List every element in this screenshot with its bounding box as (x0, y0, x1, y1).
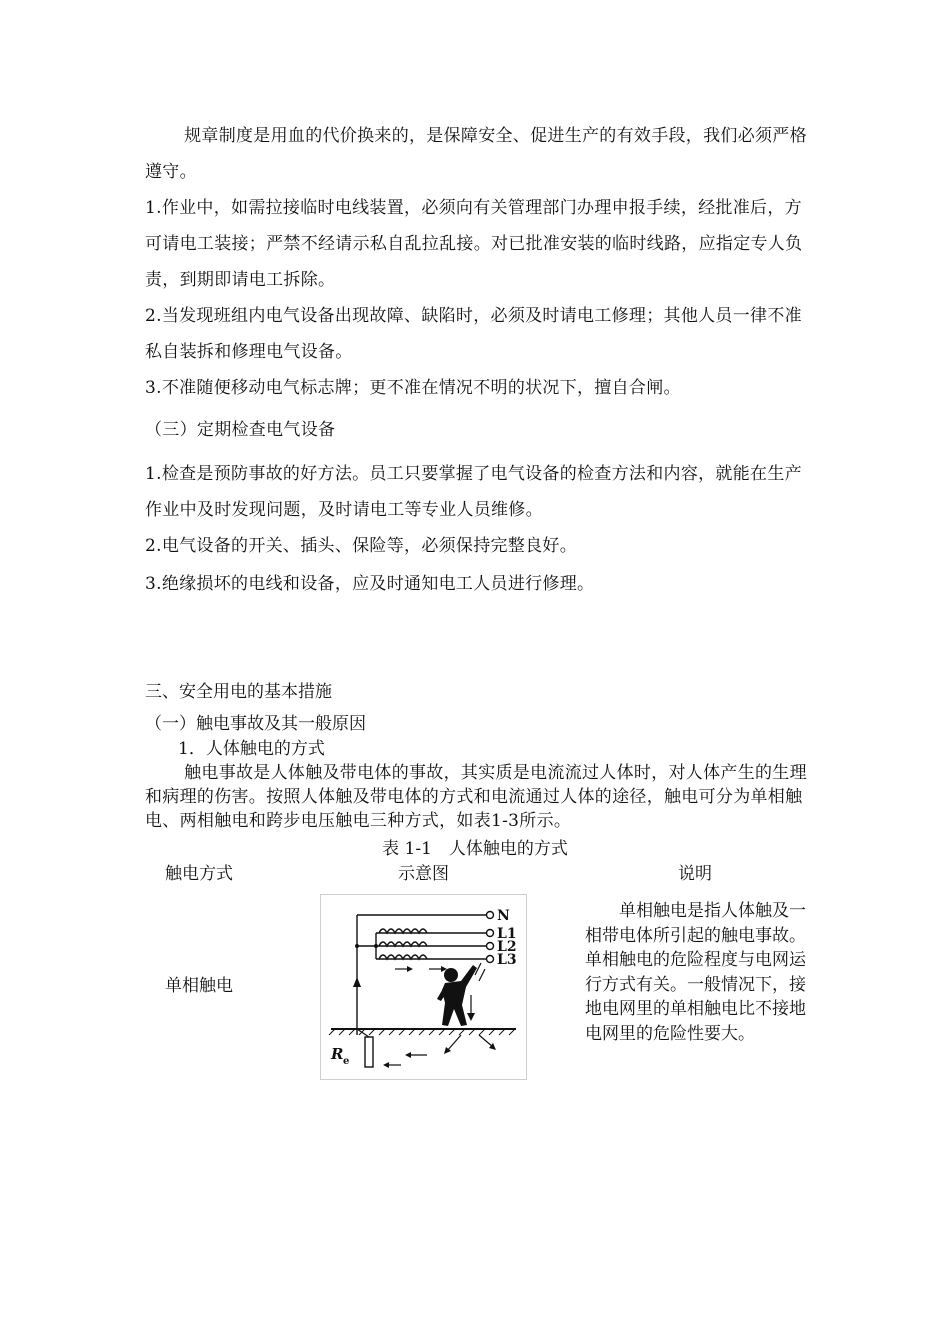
paragraph-rule-2: 2.当发现班组内电气设备出现故障、缺陷时，必须及时请电工修理；其他人员一律不准私自装拆和修理电气设备。 (145, 306, 802, 362)
table-header-description: 说明 (678, 864, 712, 884)
label-l2: L2 (497, 939, 517, 955)
paragraph-inspection-1: 1.检查是预防事故的好方法。员工只要掌握了电气设备的检查方法和内容，就能在生产作业中及时发现问题，及时请电工等专业人员维修。 (145, 464, 802, 520)
paragraph-regulations: 规章制度是用血的代价换来的，是保障安全、促进生产的有效手段，我们必须严格遵守。 (145, 126, 807, 182)
paragraph-inspection-2: 2.电气设备的开关、插头、保险等，必须保持完整良好。 (145, 536, 578, 556)
label-r-sub: e (343, 1056, 350, 1067)
table-header-diagram: 示意图 (398, 864, 449, 884)
single-phase-shock-diagram (320, 894, 527, 1080)
label-n: N (497, 908, 510, 924)
table-cell-type: 单相触电 (165, 976, 233, 996)
paragraph-rule-1: 1.作业中，如需拉接临时电线装置，必须向有关管理部门办理申报手续，经批准后，方可请电工装接；严禁不经请示私自乱拉乱接。对已批准安装的临时线路，应指定专人负责，到期即请电工拆除。 (145, 198, 803, 290)
label-r: R (331, 1045, 344, 1063)
label-l3: L3 (497, 952, 517, 968)
table-header-type: 触电方式 (165, 864, 233, 884)
item-heading: 1．人体触电的方式 (178, 739, 325, 759)
table-cell-description: 单相触电是指人体触及一相带电体所引起的触电事故。单相触电的危险程度与电网运行方式有关。一般情况下，接地电网里的单相触电比不接地电网里的危险性要大。 (585, 901, 806, 1044)
label-l1: L1 (497, 926, 517, 942)
heading-periodic-inspection: （三）定期检查电气设备 (145, 420, 336, 440)
paragraph-inspection-3: 3.绝缘损坏的电线和设备，应及时通知电工人员进行修理。 (145, 574, 595, 594)
intro-paragraph: 触电事故是人体触及带电体的事故，其实质是电流流过人体时，对人体产生的生理和病理的伤害。按照人体触及带电体的方式和电流通过人体的途径，触电可分为单相触电、两相触电和跨步电压触电三种方式，如表1-3所示。 (145, 763, 807, 831)
section-heading: 三、安全用电的基本措施 (145, 682, 332, 702)
table-caption: 表 1-1 人体触电的方式 (382, 839, 568, 859)
circuit-illustration (321, 895, 526, 1079)
subsection-heading: （一）触电事故及其一般原因 (145, 714, 366, 734)
paragraph-rule-3: 3.不准随便移动电气标志牌；更不准在情况不明的状况下，擅自合闸。 (145, 378, 681, 398)
